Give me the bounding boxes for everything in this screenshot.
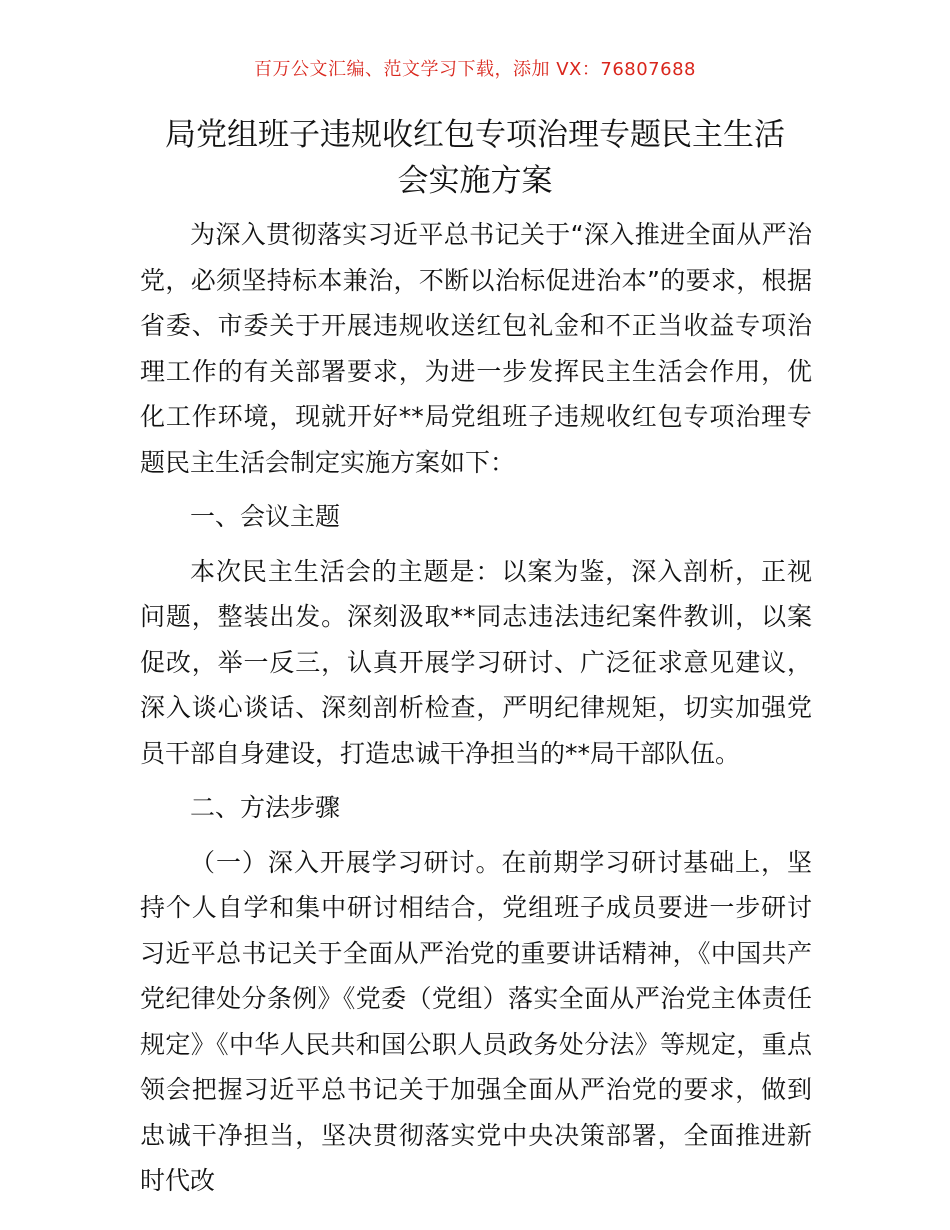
spacer: [140, 540, 812, 549]
intro-paragraph: 为深入贯彻落实习近平总书记关于“深入推进全面从严治党，必须坚持标本兼治，不断以治标促进治本”的要求，根据省委、市委关于开展违规收送红包礼金和不正当收益专项治理工作的有关部署要求，为进一步发挥民主生活会作用，优化工作环境，现就开好**局党组班子违规收红包专项治理专题民主生活会制定实施方案如下：: [140, 220, 812, 477]
spacer: [140, 831, 812, 840]
document-body: [140, 212, 812, 1204]
document-title: [120, 112, 830, 204]
spacer: [140, 776, 812, 785]
section-heading-steps: 二、方法步骤: [190, 793, 341, 822]
title-line-1: 局党组班子违规收红包专项治理专题民主生活: [165, 117, 785, 153]
title-line-2: 会实施方案: [397, 163, 553, 199]
steps-paragraph: （一）深入开展学习研讨。在前期学习研讨基础上，坚持个人自学和集中研讨相结合，党组班子成员要进一步研讨习近平总书记关于全面从严治党的重要讲话精神，《中国共产党纪律处分条例》《党委（党组）落实全面从严治党主体责任规定》《中华人民共和国公职人员政务处分法》等规定，重点领会把握习近平总书记关于加强全面从严治党的要求，做到忠诚干净担当，坚决贯彻落实党中央决策部署，全面推进新时代改: [140, 847, 812, 1195]
section-heading-theme: 一、会议主题: [190, 502, 341, 531]
watermark-header: 百万公文汇编、范文学习下载，添加 VX：76807688: [254, 59, 696, 80]
theme-paragraph: 本次民主生活会的主题是：以案为鉴，深入剖析，正视问题，整装出发。深刻汲取**同志违法违纪案件教训，以案促改，举一反三，认真开展学习研讨、广泛征求意见建议，深入谈心谈话、深刻剖析检查，严明纪律规矩，切实加强党员干部自身建设，打造忠诚干净担当的**局干部队伍。: [140, 556, 812, 768]
spacer: [140, 485, 812, 494]
